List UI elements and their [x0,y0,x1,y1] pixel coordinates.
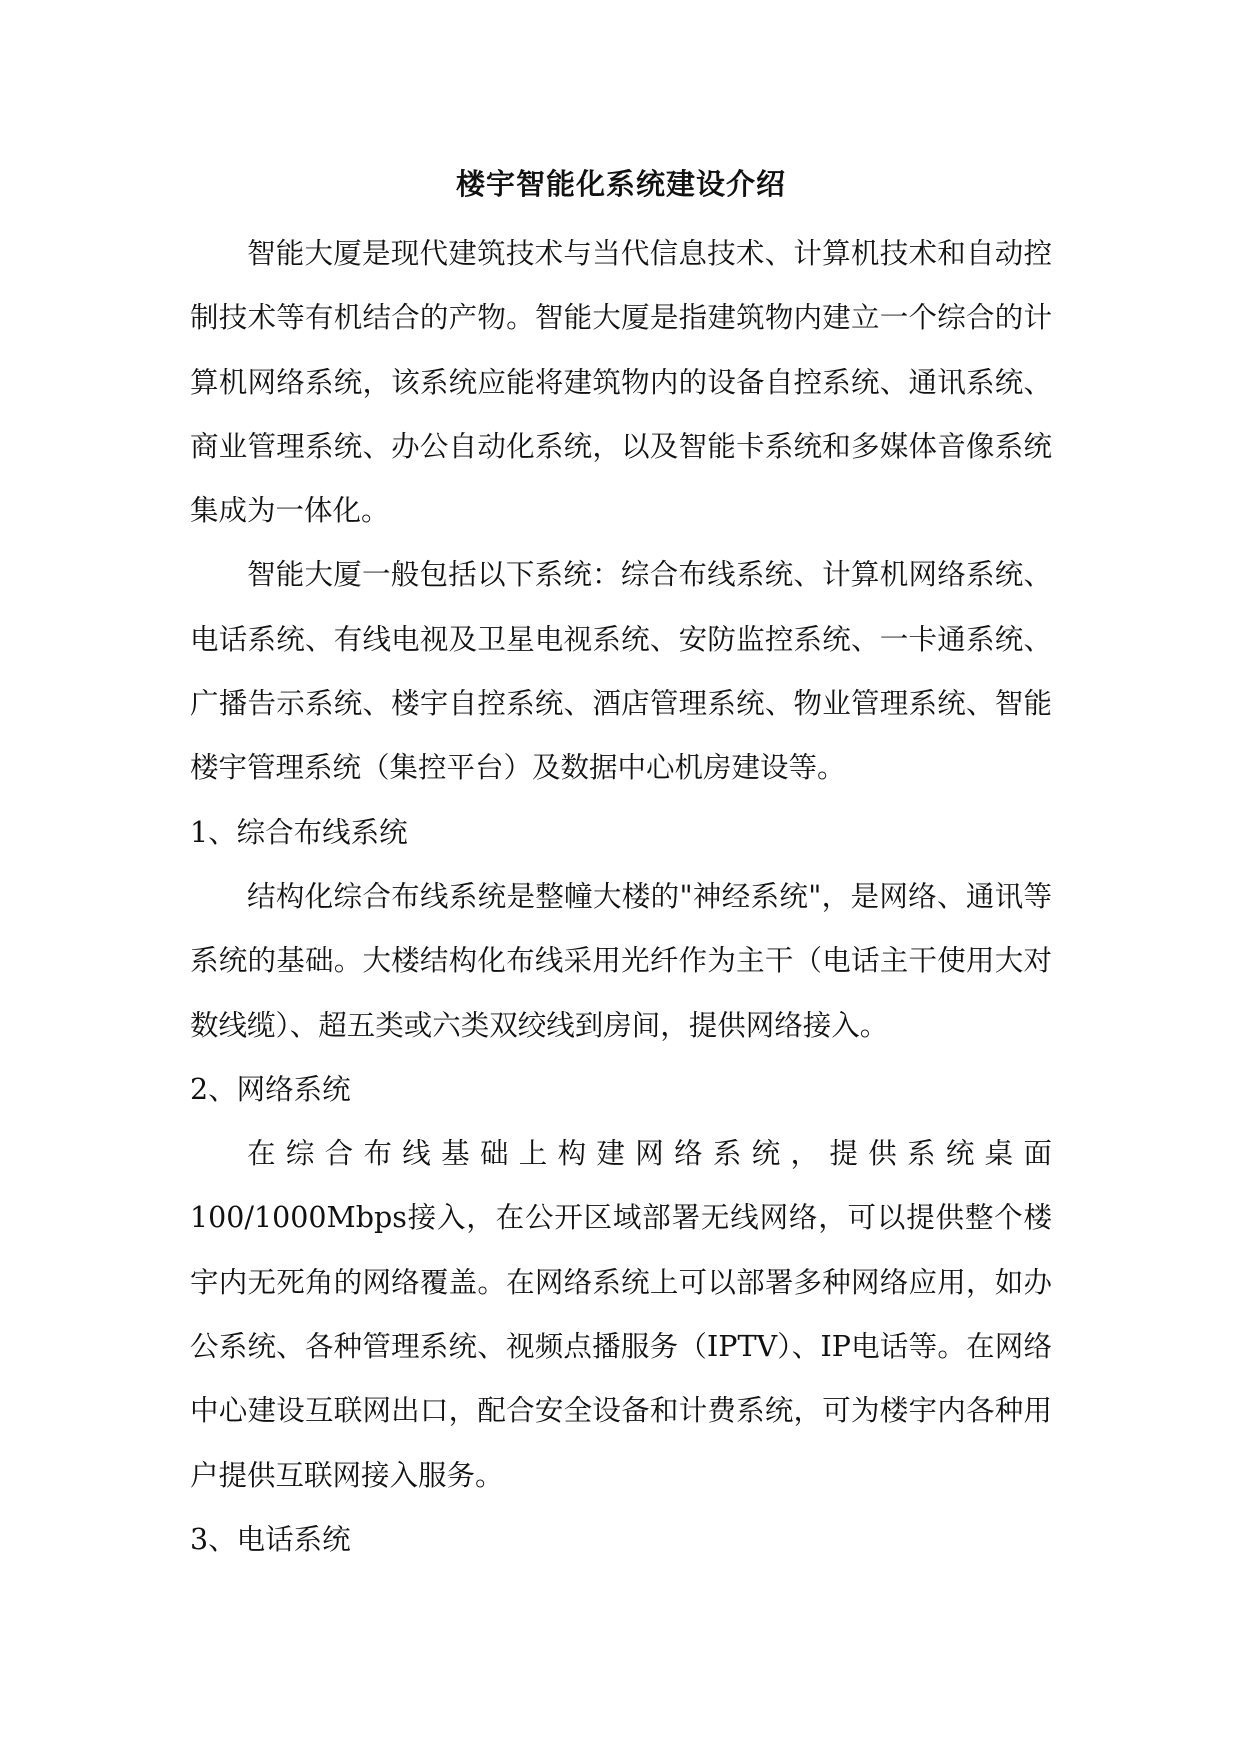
intro-paragraph-2: 智能大厦一般包括以下系统：综合布线系统、计算机网络系统、电话系统、有线电视及卫星电视系统、安防监控系统、一卡通系统、广播告示系统、楼宇自控系统、酒店管理系统、物业管理系统、智能楼宇管理系统（集控平台）及数据中心机房建设等。 [190,558,1052,785]
section-heading-cabling: 1、综合布线系统 [190,815,408,849]
document-body [190,158,1052,1572]
section-body-network: 在综合布线基础上构建网络系统，提供系统桌面100/1000Mbps接入，在公开区域部署无线网络，可以提供整个楼宇内无死角的网络覆盖。在网络系统上可以部署多种网络应用，如办公系统、各种管理系统、视频点播服务（IPTV）、IP电话等。在网络中心建设互联网出口，配合安全设备和计费系统，可为楼宇内各种用户提供互联网接入服务。 [190,1137,1052,1492]
section-heading-network: 2、网络系统 [190,1072,351,1106]
section-body-cabling: 结构化综合布线系统是整幢大楼的"神经系统"，是网络、通讯等系统的基础。大楼结构化布线采用光纤作为主干（电话主干使用大对数线缆）、超五类或六类双绞线到房间，提供网络接入。 [190,879,1052,1042]
section-heading-telephone: 3、电话系统 [190,1522,351,1556]
intro-paragraph-1: 智能大厦是现代建筑技术与当代信息技术、计算机技术和自动控制技术等有机结合的产物。智能大厦是指建筑物内建立一个综合的计算机网络系统，该系统应能将建筑物内的设备自控系统、通讯系统、商业管理系统、办公自动化系统，以及智能卡系统和多媒体音像系统集成为一体化。 [190,237,1052,528]
document-title: 楼宇智能化系统建设介绍 [455,167,786,201]
